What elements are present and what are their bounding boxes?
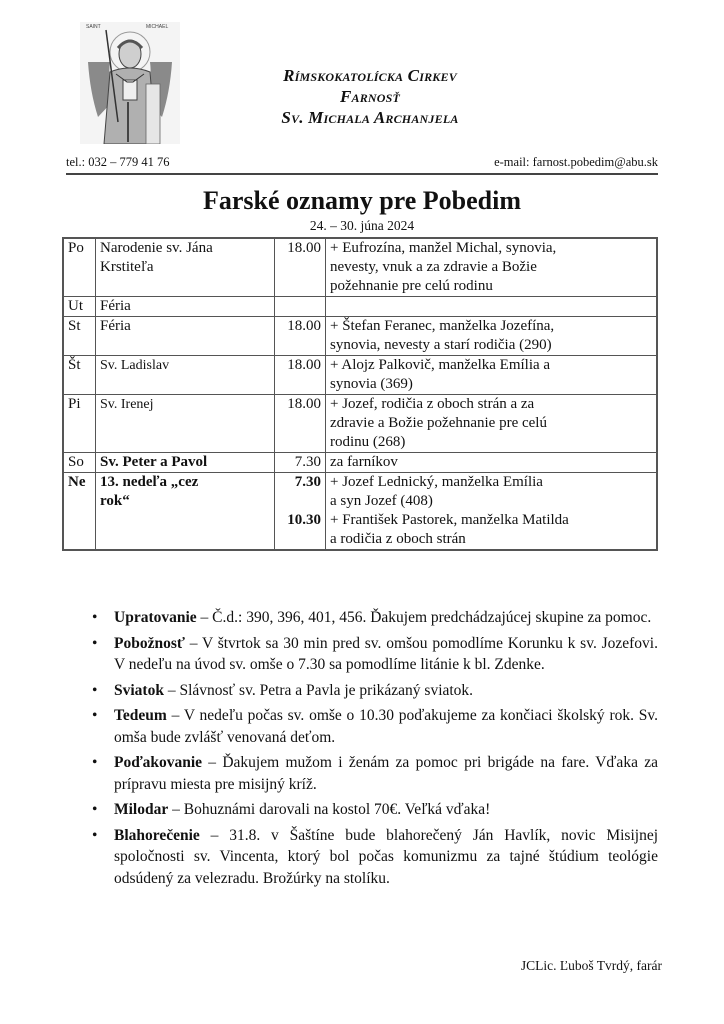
feast-text: Féria (100, 318, 131, 334)
schedule-row (63, 473, 657, 551)
announcement-text: – Slávnosť sv. Petra a Pavla je prikázaný sviatok. (163, 681, 474, 699)
mass-time: 7.30 (294, 474, 321, 490)
bullet-icon: • (92, 634, 98, 652)
time-spacer (279, 530, 321, 549)
intention-text: + Eufrozína, manžel Michal, synovia, (330, 240, 557, 256)
feast-cell (96, 238, 275, 297)
announcement-text: – 31.8. v Šaštíne bude blahorečený Ján Havlík, novic Misijnej spoločnosti sv. Vincenta, ktorý bol počas komunizmu za tajné štúdium teológie odsúdený za velezradu. Brožúrky na stolíku. (114, 826, 658, 887)
logo-caption-left: SAINT (86, 24, 101, 30)
announcements-list (90, 607, 658, 893)
feast-cell (96, 356, 275, 395)
intention-text: požehnanie pre celú rodinu (330, 278, 493, 294)
time-spacer (279, 258, 321, 277)
mass-time: 18.00 (287, 357, 321, 373)
feast-cell (96, 453, 275, 473)
feast-cell (96, 317, 275, 356)
announcement-item (90, 633, 658, 676)
time-spacer (279, 336, 321, 355)
day-cell: Št (63, 356, 96, 395)
schedule-row (63, 453, 657, 473)
day-cell: Po (63, 238, 96, 297)
bullet-icon: • (92, 826, 98, 844)
announcement-item (90, 799, 658, 821)
feast-cell (96, 395, 275, 453)
page-title: Farské oznamy pre Pobedim (203, 186, 521, 215)
organization-name (190, 65, 550, 128)
time-spacer (279, 433, 321, 452)
day-cell: So (63, 453, 96, 473)
intention-text: nevesty, vnuk a za zdravie a Božie (330, 259, 537, 275)
intention-text: + Alojz Palkovič, manželka Emília a (330, 357, 551, 373)
schedule-row (63, 395, 657, 453)
intention-text: + Jozef Lednický, manželka Emília (330, 474, 543, 490)
intention-text: a rodičia z oboch strán (330, 531, 466, 547)
intention-text: zdravie a Božie požehnanie pre celú (330, 415, 547, 431)
announcement-item (90, 607, 658, 629)
mass-time: 18.00 (287, 240, 321, 256)
time-cell (275, 297, 326, 317)
time-spacer (279, 492, 321, 511)
feast-text: Sv. Ladislav (100, 358, 170, 373)
time-cell (275, 356, 326, 395)
intention-text: synovia, nevesty a starí rodičia (290) (330, 337, 552, 353)
signature: JCLic. Ľuboš Tvrdý, farár (520, 958, 662, 973)
day-cell: Ne (63, 473, 96, 551)
mass-time: 18.00 (287, 318, 321, 334)
announcement-item (90, 680, 658, 702)
date-range: 24. – 30. júna 2024 (309, 218, 415, 233)
bullet-icon: • (92, 707, 98, 724)
bullet-icon: • (92, 681, 98, 699)
day-cell: Pi (63, 395, 96, 453)
org-line-2: Farnosť (339, 87, 401, 106)
announcement-item (90, 825, 658, 890)
feast-text: Sv. Peter a Pavol (100, 454, 208, 470)
intention-cell (326, 317, 658, 356)
announcement-text: – V štvrtok sa 30 min pred sv. omšou pomodlíme Korunku k sv. Jozefovi. V nedeľu na úvod sv. omše o 7.30 sa pomodlíme litánie k bl. Zdenke. (114, 634, 658, 673)
mass-time: 7.30 (294, 454, 321, 470)
email-address[interactable]: e-mail: farnost.pobedim@abu.sk (494, 155, 658, 169)
feast-text: Narodenie sv. Jána (100, 240, 213, 256)
intention-cell (326, 395, 658, 453)
saint-michael-icon-image (80, 22, 180, 144)
time-spacer (279, 375, 321, 394)
intention-cell (326, 453, 658, 473)
phone-number: tel.: 032 – 779 41 76 (66, 155, 170, 169)
schedule-row (63, 317, 657, 356)
feast-text: rok“ (100, 493, 130, 509)
mass-time: 10.30 (287, 512, 321, 528)
schedule-row (63, 356, 657, 395)
announcement-heading: Upratovanie (114, 609, 197, 626)
time-cell (275, 317, 326, 356)
announcement-text: – Bohuznámi darovali na kostol 70€. Veľká vďaka! (168, 801, 491, 818)
saint-michael-logo (80, 22, 180, 144)
feast-text: Féria (100, 298, 131, 314)
mass-schedule-table (62, 237, 658, 551)
intention-text: + Štefan Feranec, manželka Jozefína, (330, 318, 555, 334)
announcement-text: – V nedeľu počas sv. omše o 10.30 poďakujeme za končiaci školský rok. Sv. omša bude zvlášť venovaná deťom. (114, 707, 658, 746)
intention-text: synovia (369) (330, 376, 413, 392)
announcement-heading: Tedeum (114, 707, 167, 724)
intention-text: za farníkov (330, 454, 398, 470)
schedule-row (63, 238, 657, 297)
feast-text: 13. nedeľa „cez (100, 474, 199, 490)
announcement-heading: Pobožnosť (114, 634, 185, 652)
announcement-text: – Č.d.: 390, 396, 401, 456. Ďakujem predchádzajúcej skupine za pomoc. (196, 609, 652, 626)
time-cell (275, 395, 326, 453)
announcement-heading: Sviatok (114, 681, 164, 699)
intention-cell (326, 473, 658, 551)
announcement-text: – Ďakujem mužom i ženám za pomoc pri brigáde na fare. Vďaka za prípravu miesta pre misijný kríž. (114, 754, 658, 793)
intention-text: rodinu (268) (330, 434, 406, 450)
intention-text: + František Pastorek, manželka Matilda (330, 512, 569, 528)
intention-cell (326, 238, 658, 297)
announcement-item (90, 705, 658, 748)
intention-empty (330, 297, 652, 316)
time-cell (275, 238, 326, 297)
time-cell (275, 453, 326, 473)
time-cell (275, 473, 326, 551)
intention-cell (326, 297, 658, 317)
announcement-heading: Blahorečenie (114, 826, 200, 844)
intention-text: + Jozef, rodičia z oboch strán a za (330, 396, 535, 412)
feast-cell (96, 473, 275, 551)
announcement-item (90, 752, 658, 795)
bullet-icon: • (92, 609, 98, 626)
schedule-row (63, 297, 657, 317)
day-cell: Ut (63, 297, 96, 317)
mass-time: 18.00 (287, 396, 321, 412)
announcement-heading: Poďakovanie (114, 754, 203, 771)
intention-text: a syn Jozef (408) (330, 493, 433, 509)
announcement-heading: Milodar (114, 801, 169, 818)
logo-caption-right: MICHAEL (146, 24, 169, 30)
feast-cell (96, 297, 275, 317)
feast-text: Krstiteľa (100, 259, 154, 275)
header-divider (66, 173, 658, 175)
bullet-icon: • (92, 754, 98, 771)
feast-text: Sv. Irenej (100, 397, 154, 412)
time-spacer (279, 277, 321, 296)
org-line-1: Rímskokatolícka Cirkev (283, 66, 457, 85)
intention-cell (326, 356, 658, 395)
org-line-3: Sv. Michala Archanjela (281, 108, 459, 127)
day-cell: St (63, 317, 96, 356)
bullet-icon: • (92, 801, 98, 818)
mass-time (279, 297, 321, 316)
time-spacer (279, 414, 321, 433)
